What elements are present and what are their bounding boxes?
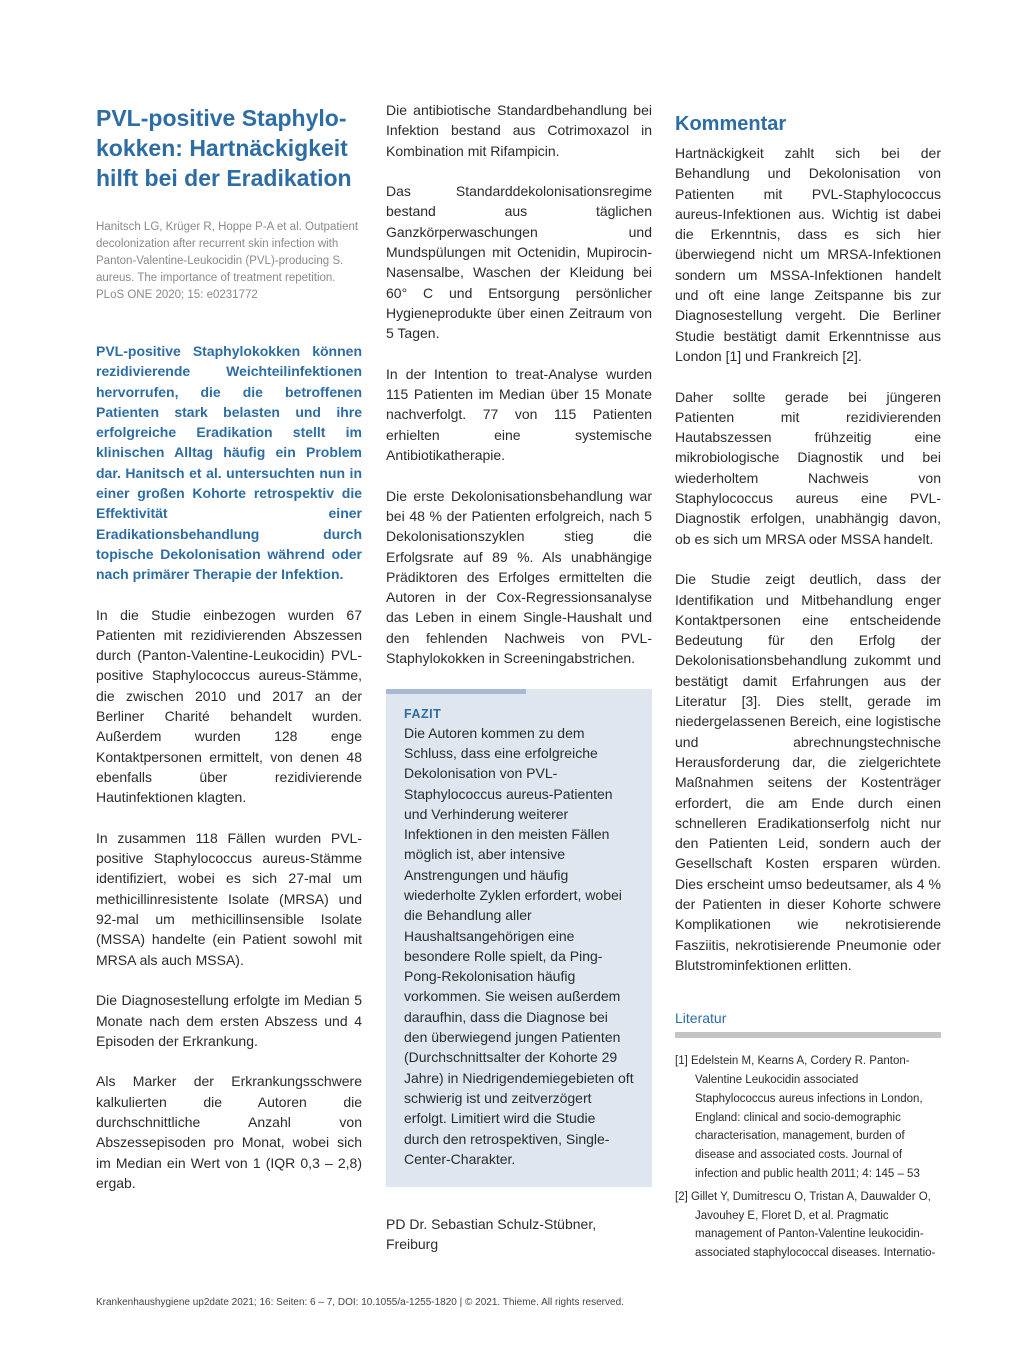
literatur-heading: Literatur [675, 1010, 727, 1027]
mid-paragraph-3: In der Intention to treat-Analyse wurden 115 Patienten im Median über 15 Monate nachverfolgt. 77 von 115 Patienten erhielten eine systemische Antibiotikatherapie. [386, 365, 652, 464]
left-column [96, 100, 362, 1213]
left-paragraph-4: Als Marker der Erkrankungsschwere kalkulierten die Autoren die durchschnittliche Anzahl von Abszessepisoden pro Monat, wobei sich im Median ein Wert von 1 (IQR 0,3 – 2,8) ergab. [96, 1073, 362, 1191]
reference-2: [2] Gillet Y, Dumitrescu O, Tristan A, Dauwalder O, Javouhey E, Floret D, et al. Pragmatic management of Panton-Valentine leukocidin-associated staphylococcal diseases. Internatio- [675, 1190, 936, 1260]
mid-paragraph-2: Das Standarddekolonisationsregime bestand aus täglichen Ganzkörperwaschungen und Mundspülungen mit Octenidin, Mupirocin-Nasensalbe, Waschen der Kleidung bei 60° C und Entsorgung persönlicher Hygieneprodukte über einen Zeitraum von 5 Tagen. [386, 183, 652, 342]
left-paragraph-1: In die Studie einbezogen wurden 67 Patienten mit rezidivierenden Abszessen durch (Panton-Valentine-Leukocidin) PVL-positive Staphylococcus aureus-Stämme, die zwischen 2010 und 2017 an der Berliner Charité behandelt wurden. Außerdem wurden 128 enge Kontaktpersonen ermittelt, von denen 48 ebenfalls über rezidivierende Hautinfektionen klagten. [96, 606, 362, 806]
left-paragraph-2: In zusammen 118 Fällen wurden PVL-positive Staphylococcus aureus-Stämme identifiziert, wobei es sich 27-mal um methicillinresistente Isolate (MRSA) und 92-mal um methicillinsensible Isolate (MSSA) handelte (ein Patient sowohl mit MRSA als auch MSSA). [96, 829, 362, 968]
kommentar-paragraph-2: Daher sollte gerade bei jüngeren Patienten mit rezidivierenden Hautabszessen frühzeitig eine mikrobiologische Diagnostik und bei wiederholtem Nachweis von Staphylococcus aureus eine PVL-Diagnostik erfolgen, unabhängig davon, ob es sich um MRSA oder MSSA handelt. [675, 388, 941, 547]
kommentar-paragraph-3: Die Studie zeigt deutlich, dass der Identifikation und Mitbehandlung enger Kontaktpersonen eine entscheidende Bedeutung für den Erfolg der Dekolonisationsbehandlung zukommt und bestätigt damit Erfahrungen aus der Literatur [3]. Dies stellt, gerade im niedergelassenen Bereich, eine logistische und abrechnungstechnische Herausforderung dar, die zielgerichtete Maßnahmen seitens der Kostenträger erfordert, die am Ende durch einen schnelleren Eradikationserfolg nicht nur den Patienten Leid, sondern auch der Gesellschaft Kosten ersparen würden. Dies erscheint umso bedeutsamer, als 4 % der Patienten in dieser Kohorte schwere Komplikationen wie nekrotisierende Fasziitis, nekrotisierende Pneumonie oder Blutstrominfektionen erlitten. [675, 571, 941, 973]
left-paragraph-3: Die Diagnosestellung erfolgte im Median 5 Monate nach dem ersten Abszess und 4 Episoden der Erkrankung. [96, 992, 362, 1049]
middle-column [386, 100, 652, 1255]
fazit-box [386, 689, 652, 1188]
fazit-accent-bar [386, 689, 526, 694]
mid-paragraph-4: Die erste Dekolonisationsbehandlung war bei 48 % der Patienten erfolgreich, nach 5 Dekolonisationszyklen stieg die Erfolgsrate auf 89 %. Als unabhängige Prädiktoren des Erfolges ermittelten die Autoren in der Cox-Regressionsanalyse das Leben in einem Single-Haushalt und den fehlenden Nachweis von PVL-Staphylokokken in Screeningabstrichen. [386, 487, 652, 667]
right-column [675, 100, 941, 1267]
page-footer: Krankenhaushygiene up2date 2021; 16: Seiten: 6 – 7, DOI: 10.1055/a-1255-1820 | © 2021. Thieme. All rights reserved. [96, 1297, 624, 1308]
article-title: PVL-positive Staphylokokken: Hartnäckigkeit hilft bei der Eradikation [96, 105, 352, 191]
article-lead: PVL-positive Staphylokokken können rezidivierende Weichteilinfektionen hervorrufen, die die betroffenen Patienten stark belasten und ihre erfolgreiche Eradikation stellt im klinischen Alltag häufig ein Problem dar. Hanitsch et al. untersuchten nun in einer großen Kohorte retrospektiv die Effektivität einer Eradikationsbehandlung durch topische Dekolonisation während oder nach primärer Therapie der Infektion. [96, 343, 362, 583]
literatur-divider [675, 1032, 941, 1038]
kommentar-heading: Kommentar [675, 113, 787, 135]
article-citation: Hanitsch LG, Krüger R, Hoppe P-A et al. Outpatient decolonization after recurrent skin infection with Panton-Valentine-Leukocidin (PVL)-producing S. aureus. The importance of treatment repetition. PLoS ONE 2020; 15: e0231772 [96, 221, 359, 301]
kommentar-paragraph-1: Hartnäckigkeit zahlt sich bei der Behandlung und Dekolonisation von Patienten mit PVL-Staphylococcus aureus-Infektionen aus. Wichtig ist dabei die Erkenntnis, dass es sich hier überwiegend nicht um MRSA-Infektionen sondern um MSSA-Infektionen handelt und oft eine lange Zeitspanne bis zur Diagnosestellung vergeht. Die Berliner Studie bestätigt damit Erkenntnisse aus London [1] und Frankreich [2]. [675, 145, 941, 364]
fazit-heading: FAZIT [404, 706, 442, 721]
mid-paragraph-1: Die antibiotische Standardbehandlung bei Infektion bestand aus Cotrimoxazol in Kombination mit Rifampicin. [386, 102, 652, 159]
fazit-text: Die Autoren kommen zu dem Schluss, dass eine erfolgreiche Dekolonisation von PVL-Staphylococcus aureus-Patienten und Verhinderung weiterer Infektionen in den meisten Fällen möglich ist, aber intensive Anstrengungen und häufig wiederholte Zyklen erfordert, wobei die Behandlung aller Haushaltsangehörigen eine besondere Rolle spielt, da Ping-Pong-Rekolonisation häufig vorkommen. Sie weisen außerdem daraufhin, dass die Diagnose bei den überwiegend jungen Patienten (Durchschnittsalter der Kohorte 29 Jahre) in Niedrigendemiegebieten oft schwierig ist und zeitverzögert erfolgt. Limitiert wird die Studie durch den retrospektiven, Single-Center-Charakter. [404, 724, 634, 1167]
reference-1: [1] Edelstein M, Kearns A, Cordery R. Panton-Valentine Leukocidin associated Staphylococcus aureus infections in London, England: clinical and socio-demographic characterisation, management, burden of disease and associated costs. Journal of infection and public health 2011; 4: 145 – 53 [675, 1055, 923, 1180]
author-line: PD Dr. Sebastian Schulz-Stübner, Freiburg [386, 1216, 597, 1253]
